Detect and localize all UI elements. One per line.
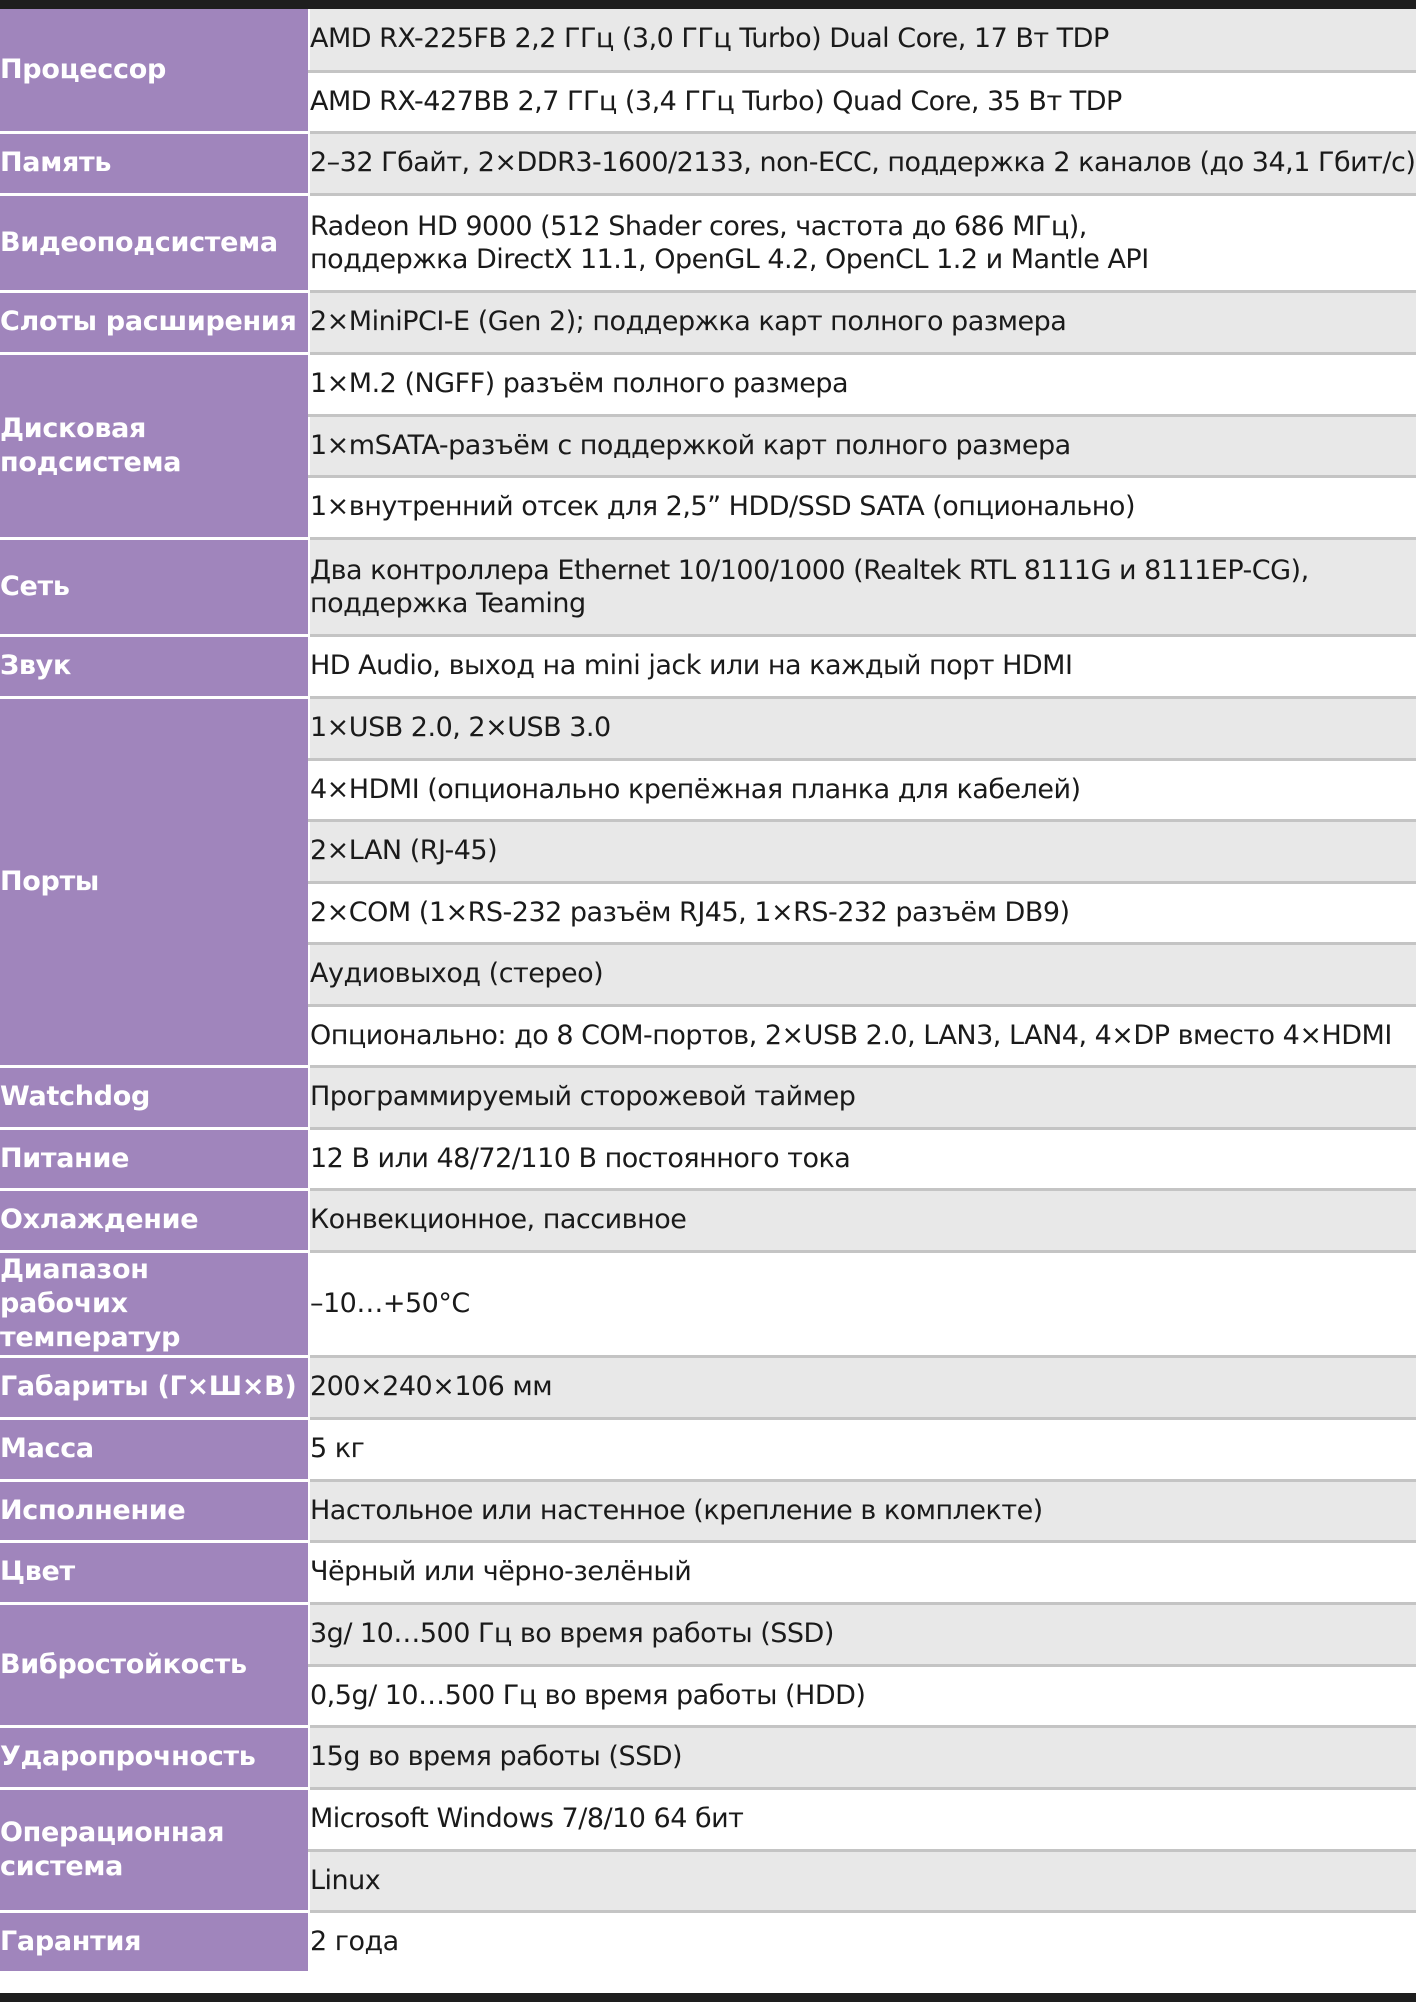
spec-row xyxy=(0,1189,1416,1251)
spec-value: 2×MiniPCI-E (Gen 2); поддержка карт полного размера xyxy=(309,291,1416,353)
spec-label: Видеоподсистема xyxy=(0,194,309,291)
spec-value: 15g во время работы (SSD) xyxy=(309,1726,1416,1788)
spec-label: Габариты (Г×Ш×В) xyxy=(0,1356,309,1418)
top-rule xyxy=(0,0,1416,9)
spec-label: Вибростойкость xyxy=(0,1603,309,1726)
spec-value: 1×M.2 (NGFF) разъём полного размера xyxy=(309,353,1416,415)
spec-label: Питание xyxy=(0,1128,309,1189)
spec-row xyxy=(0,1356,1416,1418)
spec-label: Исполнение xyxy=(0,1480,309,1541)
spec-row xyxy=(0,1418,1416,1480)
spec-value: 2 года xyxy=(309,1911,1416,1971)
spec-row xyxy=(0,538,1416,635)
spec-label: Ударопрочность xyxy=(0,1726,309,1788)
spec-value: Программируемый сторожевой таймер xyxy=(309,1066,1416,1128)
spec-row xyxy=(0,635,1416,697)
spec-row xyxy=(0,194,1416,291)
spec-value: Аудиовыход (стерео) xyxy=(309,943,1416,1005)
spec-label: Операционная система xyxy=(0,1788,309,1911)
spec-label: Дисковая подсистема xyxy=(0,353,309,538)
spec-row xyxy=(0,1066,1416,1128)
spec-label: Watchdog xyxy=(0,1066,309,1128)
spec-row xyxy=(0,1128,1416,1189)
spec-label: Охлаждение xyxy=(0,1189,309,1251)
spec-label: Слоты расширения xyxy=(0,291,309,353)
spec-value: Чёрный или чёрно-зелёный xyxy=(309,1541,1416,1603)
spec-value: AMD RX-427BB 2,7 ГГц (3,4 ГГц Turbo) Quad Core, 35 Вт TDP xyxy=(309,71,1416,132)
spec-row xyxy=(0,1603,1416,1665)
spec-label: Память xyxy=(0,132,309,194)
spec-value: 1×USB 2.0, 2×USB 3.0 xyxy=(309,697,1416,759)
spec-label: Гарантия xyxy=(0,1911,309,1971)
spec-value: 1×mSATA-разъём с поддержкой карт полного размера xyxy=(309,415,1416,476)
spec-row xyxy=(0,353,1416,415)
spec-value: 12 В или 48/72/110 В постоянного тока xyxy=(309,1128,1416,1189)
spec-label: Масса xyxy=(0,1418,309,1480)
spec-label: Сеть xyxy=(0,538,309,635)
spec-value: Настольное или настенное (крепление в комплекте) xyxy=(309,1480,1416,1541)
spec-value: Два контроллера Ethernet 10/100/1000 (Realtek RTL 8111G и 8111EP-CG), поддержка Teaming xyxy=(309,538,1416,635)
spec-row xyxy=(0,1251,1416,1356)
spec-row xyxy=(0,1480,1416,1541)
spec-label: Звук xyxy=(0,635,309,697)
spec-value: Microsoft Windows 7/8/10 64 бит xyxy=(309,1788,1416,1850)
spec-value: Конвекционное, пассивное xyxy=(309,1189,1416,1251)
spec-row xyxy=(0,1726,1416,1788)
spec-label: Цвет xyxy=(0,1541,309,1603)
spec-value: 1×внутренний отсек для 2,5” HDD/SSD SATA (опционально) xyxy=(309,476,1416,538)
spec-value: 4×HDMI (опционально крепёжная планка для кабелей) xyxy=(309,759,1416,820)
spec-row xyxy=(0,9,1416,71)
spec-row xyxy=(0,291,1416,353)
spec-value: AMD RX-225FB 2,2 ГГц (3,0 ГГц Turbo) Dual Core, 17 Вт TDP xyxy=(309,9,1416,71)
spec-row xyxy=(0,1788,1416,1850)
spec-row xyxy=(0,1911,1416,1971)
spec-label: Диапазон рабочих температур xyxy=(0,1251,309,1356)
spec-value: 200×240×106 мм xyxy=(309,1356,1416,1418)
spec-value: 2–32 Гбайт, 2×DDR3-1600/2133, non-ECC, поддержка 2 каналов (до 34,1 Гбит/с) xyxy=(309,132,1416,194)
spec-value: –10…+50°C xyxy=(309,1251,1416,1356)
spec-row xyxy=(0,1541,1416,1603)
spec-label: Процессор xyxy=(0,9,309,132)
bottom-rule xyxy=(0,1993,1416,2002)
spec-value: 2×COM (1×RS-232 разъём RJ45, 1×RS-232 разъём DB9) xyxy=(309,882,1416,943)
spec-value: Radeon HD 9000 (512 Shader cores, частота до 686 МГц), поддержка DirectX 11.1, OpenGL 4.2, OpenCL 1.2 и Mantle API xyxy=(309,194,1416,291)
spec-value: Опционально: до 8 COM-портов, 2×USB 2.0, LAN3, LAN4, 4×DP вместо 4×HDMI xyxy=(309,1005,1416,1066)
spec-value: 2×LAN (RJ-45) xyxy=(309,820,1416,882)
spec-value: 5 кг xyxy=(309,1418,1416,1480)
spec-value: 0,5g/ 10…500 Гц во время работы (HDD) xyxy=(309,1665,1416,1726)
spec-row xyxy=(0,697,1416,759)
spec-value: Linux xyxy=(309,1850,1416,1911)
spec-table xyxy=(0,9,1416,1971)
spec-value: 3g/ 10…500 Гц во время работы (SSD) xyxy=(309,1603,1416,1665)
spec-label: Порты xyxy=(0,697,309,1066)
spec-value: HD Audio, выход на mini jack или на каждый порт HDMI xyxy=(309,635,1416,697)
spec-row xyxy=(0,132,1416,194)
